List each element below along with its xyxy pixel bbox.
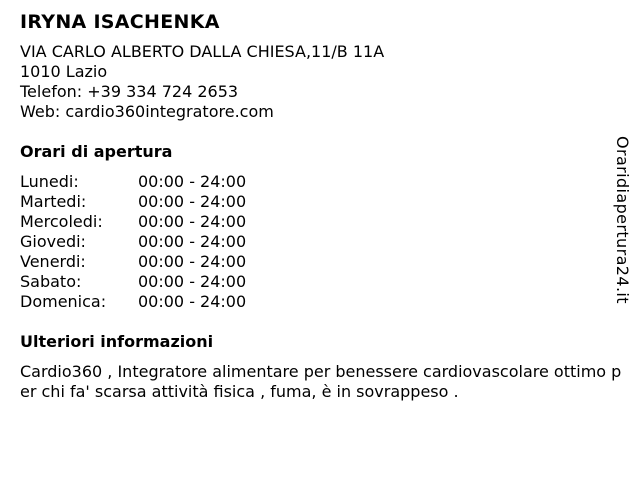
address-line-1: VIA CARLO ALBERTO DALLA CHIESA,11/B 11A: [20, 42, 385, 61]
hours-day: Lunedi:: [20, 172, 79, 191]
hours-time: 00:00 - 24:00: [138, 192, 247, 211]
opening-hours-heading: Orari di apertura: [20, 142, 173, 161]
hours-time: 00:00 - 24:00: [138, 172, 247, 191]
hours-day: Sabato:: [20, 272, 82, 291]
description-text: Cardio360 , Integratore alimentare per benessere cardiovascolare ottimo per chi fa' scarsa attività fisica , fuma, è in sovrappeso .: [20, 362, 622, 401]
hours-row: [20, 172, 620, 192]
hours-time: 00:00 - 24:00: [138, 272, 247, 291]
hours-row: [20, 272, 620, 292]
hours-row: [20, 292, 620, 312]
site-watermark: Oraridiapertura24.it: [613, 136, 632, 304]
address-line-2: 1010 Lazio: [20, 62, 108, 81]
opening-hours-table: [20, 172, 620, 312]
contact-block: [20, 42, 620, 122]
web-line: Web: cardio360integratore.com: [20, 102, 274, 121]
phone-line: Telefon: +39 334 724 2653: [20, 82, 239, 101]
hours-time: 00:00 - 24:00: [138, 232, 247, 251]
hours-day: Giovedi:: [20, 232, 86, 251]
hours-time: 00:00 - 24:00: [138, 252, 247, 271]
hours-row: [20, 232, 620, 252]
hours-day: Mercoledi:: [20, 212, 103, 231]
hours-row: [20, 252, 620, 272]
hours-day: Martedi:: [20, 192, 87, 211]
hours-day: Venerdi:: [20, 252, 86, 271]
hours-time: 00:00 - 24:00: [138, 212, 247, 231]
business-name: IRYNA ISACHENKA: [20, 11, 220, 33]
hours-time: 00:00 - 24:00: [138, 292, 247, 311]
hours-row: [20, 192, 620, 212]
more-info-heading: Ulteriori informazioni: [20, 332, 214, 351]
listing-card: [20, 8, 620, 402]
hours-day: Domenica:: [20, 292, 107, 311]
hours-row: [20, 212, 620, 232]
